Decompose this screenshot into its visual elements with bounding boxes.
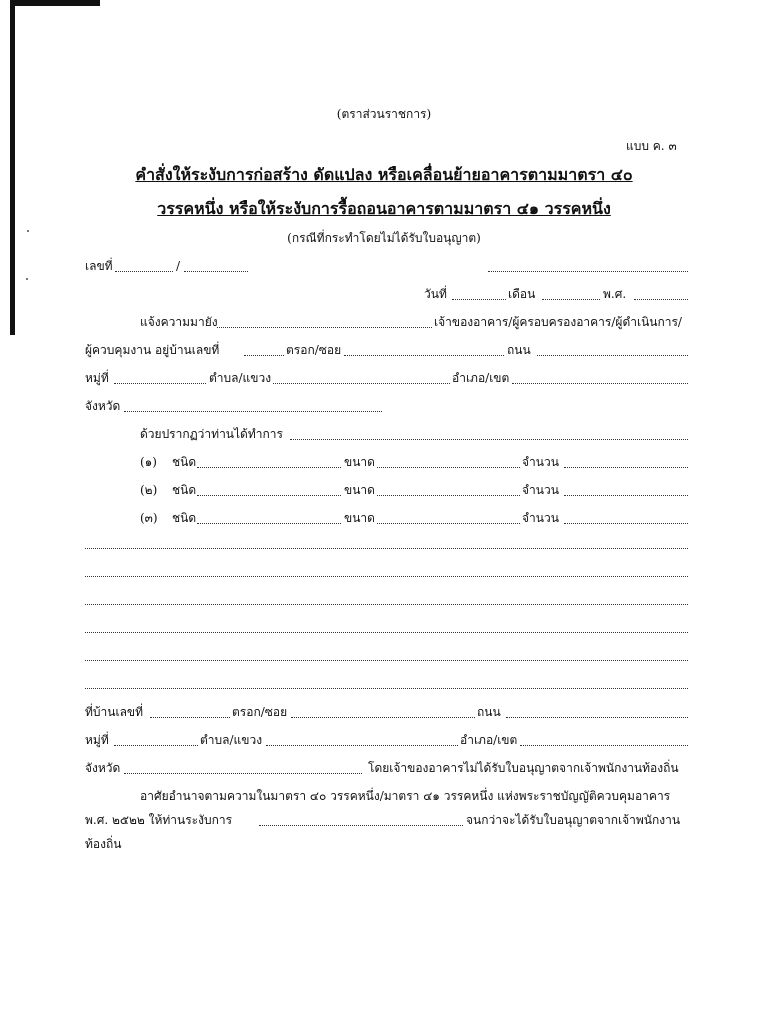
work-item-3-size-field[interactable] [377,523,520,524]
recipient-moo-field[interactable] [114,383,206,384]
work-item-2-size-label: ขนาด [344,483,375,497]
recipient-road-label: ถนน [507,343,531,357]
location-amphoe-field[interactable] [520,745,688,746]
no-permit-statement: โดยเจ้าของอาคารไม่ได้รับใบอนุญาตจากเจ้าพนักงานท้องถิ่น [368,761,679,775]
recipient-tambon-label: ตำบล/แขวง [209,371,272,385]
recipient-province-field[interactable] [124,411,382,412]
location-house-field[interactable] [150,717,230,718]
blank-line[interactable] [85,548,688,549]
ref-separator: / [176,259,181,273]
location-province-field[interactable] [124,773,362,774]
blank-line[interactable] [85,604,688,605]
work-item-3-qty-field[interactable] [564,523,688,524]
work-item-3-type-field[interactable] [197,523,341,524]
work-item-2-type-field[interactable] [197,495,341,496]
work-item-2-qty-label: จำนวน [522,483,559,497]
recipient-province-label: จังหวัด [85,399,121,413]
location-road-label: ถนน [477,705,501,719]
location-road-field[interactable] [506,717,688,718]
work-item-1-number: (๑) [140,455,157,469]
notify-to-label: แจ้งความมายัง [140,315,218,329]
blank-line[interactable] [85,660,688,661]
order-stop-suffix: จนกว่าจะได้รับใบอนุญาตจากเจ้าพนักงาน [466,813,681,827]
month-field[interactable] [542,299,600,300]
location-province-label: จังหวัด [85,761,121,775]
form-subtitle: (กรณีที่กระทำโดยไม่ได้รับใบอนุญาต) [287,231,481,245]
controller-house-label: ผู้ควบคุมงาน อยู่บ้านเลขที่ [85,343,220,357]
recipient-alley-field[interactable] [344,355,504,356]
scan-speck [26,278,28,280]
day-label: วันที่ [424,287,447,301]
location-house-label: ที่บ้านเลขที่ [85,705,144,719]
scan-border-top [10,0,100,6]
location-moo-field[interactable] [114,745,198,746]
location-alley-field[interactable] [291,717,475,718]
recipient-tambon-field[interactable] [273,383,450,384]
location-alley-label: ตรอก/ซอย [232,705,288,719]
work-item-1-type-field[interactable] [197,467,341,468]
ref-number-field[interactable] [115,271,173,272]
work-item-3-size-label: ขนาด [344,511,375,525]
order-authority-text: อาศัยอำนาจตามความในมาตรา ๔๐ วรรคหนึ่ง/มาตรา ๔๑ วรรคหนึ่ง แห่งพระราชบัญญัติควบคุมอาคาร [140,789,671,803]
year-label: พ.ศ. [603,287,627,301]
work-intro-label: ด้วยปรากฏว่าท่านได้ทำการ [140,427,283,441]
work-item-3-type-label: ชนิด [172,511,197,525]
day-field[interactable] [452,299,506,300]
location-tambon-field[interactable] [266,745,458,746]
recipient-name-field[interactable] [217,327,432,328]
work-item-2-qty-field[interactable] [564,495,688,496]
recipient-road-field[interactable] [537,355,688,356]
recipient-house-field[interactable] [244,355,284,356]
location-moo-label: หมู่ที่ [85,733,109,747]
work-item-1-type-label: ชนิด [172,455,197,469]
ref-year-field[interactable] [184,271,248,272]
form-code: แบบ ค. ๓ [626,139,677,153]
work-item-2-number: (๒) [140,483,158,497]
recipient-amphoe-label: อำเภอ/เขต [452,371,510,385]
government-stamp-label: (ตราส่วนราชการ) [336,107,432,121]
work-item-2-type-label: ชนิด [172,483,197,497]
stop-activity-field[interactable] [259,825,463,826]
issuer-field[interactable] [488,271,688,272]
year-field[interactable] [634,299,688,300]
work-item-1-qty-label: จำนวน [522,455,559,469]
work-item-1-qty-field[interactable] [564,467,688,468]
work-item-1-size-field[interactable] [377,467,520,468]
work-item-1-size-label: ขนาด [344,455,375,469]
recipient-role-text: เจ้าของอาคาร/ผู้ครอบครองอาคาร/ผู้ดำเนินการ/ [434,315,682,329]
ref-number-label: เลขที่ [85,259,113,273]
recipient-amphoe-field[interactable] [512,383,688,384]
work-item-3-number: (๓) [140,511,158,525]
form-title-line1: คำสั่งให้ระงับการก่อสร้าง ดัดแปลง หรือเคลื่อนย้ายอาคารตามมาตรา ๔๐ [135,165,633,184]
blank-line[interactable] [85,576,688,577]
work-description-field[interactable] [290,439,688,440]
order-stop-prefix: พ.ศ. ๒๕๒๒ ให้ท่านระงับการ [85,813,233,827]
blank-line[interactable] [85,632,688,633]
location-amphoe-label: อำเภอ/เขต [460,733,518,747]
order-line3: ท้องถิ่น [85,837,122,851]
month-label: เดือน [508,287,536,301]
recipient-alley-label: ตรอก/ซอย [286,343,342,357]
work-item-2-size-field[interactable] [377,495,520,496]
blank-line[interactable] [85,688,688,689]
form-title-line2: วรรคหนึ่ง หรือให้ระงับการรื้อถอนอาคารตามมาตรา ๔๑ วรรคหนึ่ง [157,199,611,218]
recipient-moo-label: หมู่ที่ [85,371,109,385]
location-tambon-label: ตำบล/แขวง [200,733,263,747]
work-item-3-qty-label: จำนวน [522,511,559,525]
